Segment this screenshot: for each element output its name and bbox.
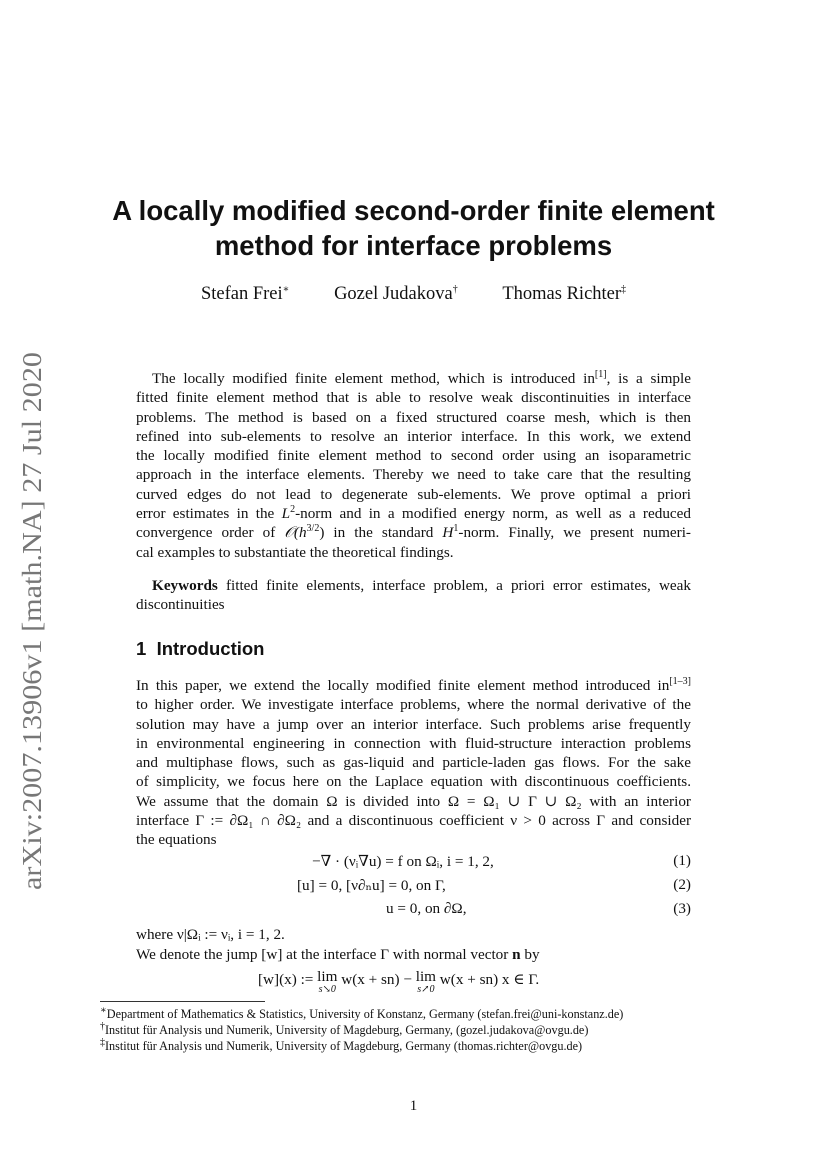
abstract-line-5: the locally modified finite element method to second order using an isoparametric <box>136 447 691 465</box>
abstract-line-1: The locally modified finite element method, which is introduced in[1], is a simple <box>152 368 691 387</box>
section-heading <box>136 638 264 660</box>
author-2-name: Gozel Judakova <box>334 284 453 304</box>
section-title: Introduction <box>156 638 265 659</box>
author-2-mark: † <box>452 283 458 295</box>
author-1-mark: ∗ <box>282 283 290 295</box>
keywords-line-1: Keywords fitted finite elements, interface problem, a priori error estimates, weak <box>152 577 691 594</box>
section-number: 1 <box>136 638 147 659</box>
intro-line-2: to higher order. We investigate interface problems, where the normal derivative of the <box>136 696 691 714</box>
keywords <box>136 576 691 615</box>
equation-1-number: (1) <box>673 852 691 869</box>
intro-line-1: In this paper, we extend the locally modified finite element method introduced in[1–3] <box>136 675 691 694</box>
intro-line-3: solution may have a jump over an interior interface. Such problems arise frequently <box>136 715 691 733</box>
abstract-line-4: refined into sub-elements to resolve an interior interface. In this work, we extend <box>136 427 691 445</box>
paper-title <box>0 193 827 263</box>
author-3-mark: ‡ <box>621 283 627 295</box>
author-3-name: Thomas Richter <box>502 284 622 304</box>
where-line: where ν|Ωᵢ := νᵢ, i = 1, 2. <box>136 926 285 943</box>
intro-paragraph <box>136 676 691 850</box>
citation-link[interactable]: [1–3] <box>669 675 691 687</box>
footnote-rule <box>100 1001 265 1002</box>
equation-3: u = 0, on ∂Ω, <box>386 900 467 917</box>
intro-line-6: of simplicity, we focus here on the Laplace equation with discontinuous coefficients. <box>136 773 691 791</box>
equation-1: −∇ · (νᵢ∇u) = f on Ωᵢ, i = 1, 2, <box>312 853 494 870</box>
page-number: 1 <box>409 1098 418 1114</box>
abstract-line-8: error estimates in the $L^2$-norm and in a modified energy norm, as well as a reduced <box>136 504 691 523</box>
author-3 <box>502 283 626 305</box>
arxiv-stamp <box>8 350 52 890</box>
limit-operator-2: lim s↗0 <box>415 968 436 995</box>
author-1-name: Stefan Frei <box>200 284 283 304</box>
footnote-2: †Institut für Analysis und Numerik, University of Magdeburg, Germany, (gozel.judakova@ovgu.de) <box>100 1020 589 1037</box>
arxiv-stamp-text: arXiv:2007.13906v1 [math.NA] 27 Jul 2020 <box>17 408 47 890</box>
footnote-3: ‡Institut für Analysis und Numerik, University of Magdeburg, Germany (thomas.richter@ovgu.de) <box>100 1036 583 1053</box>
title-line-1: A locally modified second-order finite element <box>112 195 715 226</box>
author-1 <box>201 283 289 305</box>
abstract-line-6: approach in the interface elements. Thereby we need to take care that the resulting <box>136 466 691 484</box>
intro-line-4: in environmental engineering in connection with fluid-structure interaction problems <box>136 734 691 752</box>
intro-line-8: interface Γ := ∂Ω₁ ∩ ∂Ω₂ and a discontinuous coefficient ν > 0 across Γ and consider <box>136 812 691 830</box>
keywords-label: Keywords <box>152 577 218 594</box>
abstract-line-9: convergence order of $𝒪(h^{3/2})$ in the standard $H^1$-norm. Finally, we present numeri- <box>136 523 691 542</box>
keywords-line-2: discontinuities <box>136 596 225 614</box>
jump-intro-line: We denote the jump [w] at the interface Γ with normal vector n by <box>136 946 540 963</box>
abstract <box>136 369 691 562</box>
intro-line-9: the equations <box>136 831 217 849</box>
abstract-line-7: curved edges do not lead to degenerate sub-elements. We prove optimal a priori <box>136 485 691 503</box>
intro-line-7: We assume that the domain Ω is divided into Ω = Ω₁ ∪ Γ ∪ Ω₂ with an interior <box>136 792 691 810</box>
abstract-line-3: problems. The method is based on a fixed structured coarse mesh, which is then <box>136 408 691 426</box>
citation-link[interactable]: [1] <box>594 368 607 380</box>
limit-operator-1: lim s↘0 <box>317 968 338 995</box>
footnote-1: ∗Department of Mathematics & Statistics, University of Konstanz, Germany (stefan.frei@uni-konstanz.de) <box>100 1004 624 1021</box>
abstract-line-10: cal examples to substantiate the theoretical findings. <box>136 543 454 561</box>
equation-3-number: (3) <box>673 900 691 917</box>
abstract-line-2: fitted finite element method that is able to resolve weak discontinuities in interface <box>136 389 691 407</box>
intro-line-5: and multiphase flows, such as gas-liquid and particle-laden gas flows. For the sake <box>136 754 691 772</box>
author-list <box>0 283 827 305</box>
jump-definition: [w](x) := lim s↘0 w(x + sn) − lim s↗0 w(x + sn) x ∈ Γ. <box>258 968 540 995</box>
title-line-2: method for interface problems <box>214 230 613 261</box>
author-2 <box>334 283 458 305</box>
equation-2-number: (2) <box>673 876 691 893</box>
equation-2: [u] = 0, [ν∂ₙu] = 0, on Γ, <box>297 877 446 894</box>
